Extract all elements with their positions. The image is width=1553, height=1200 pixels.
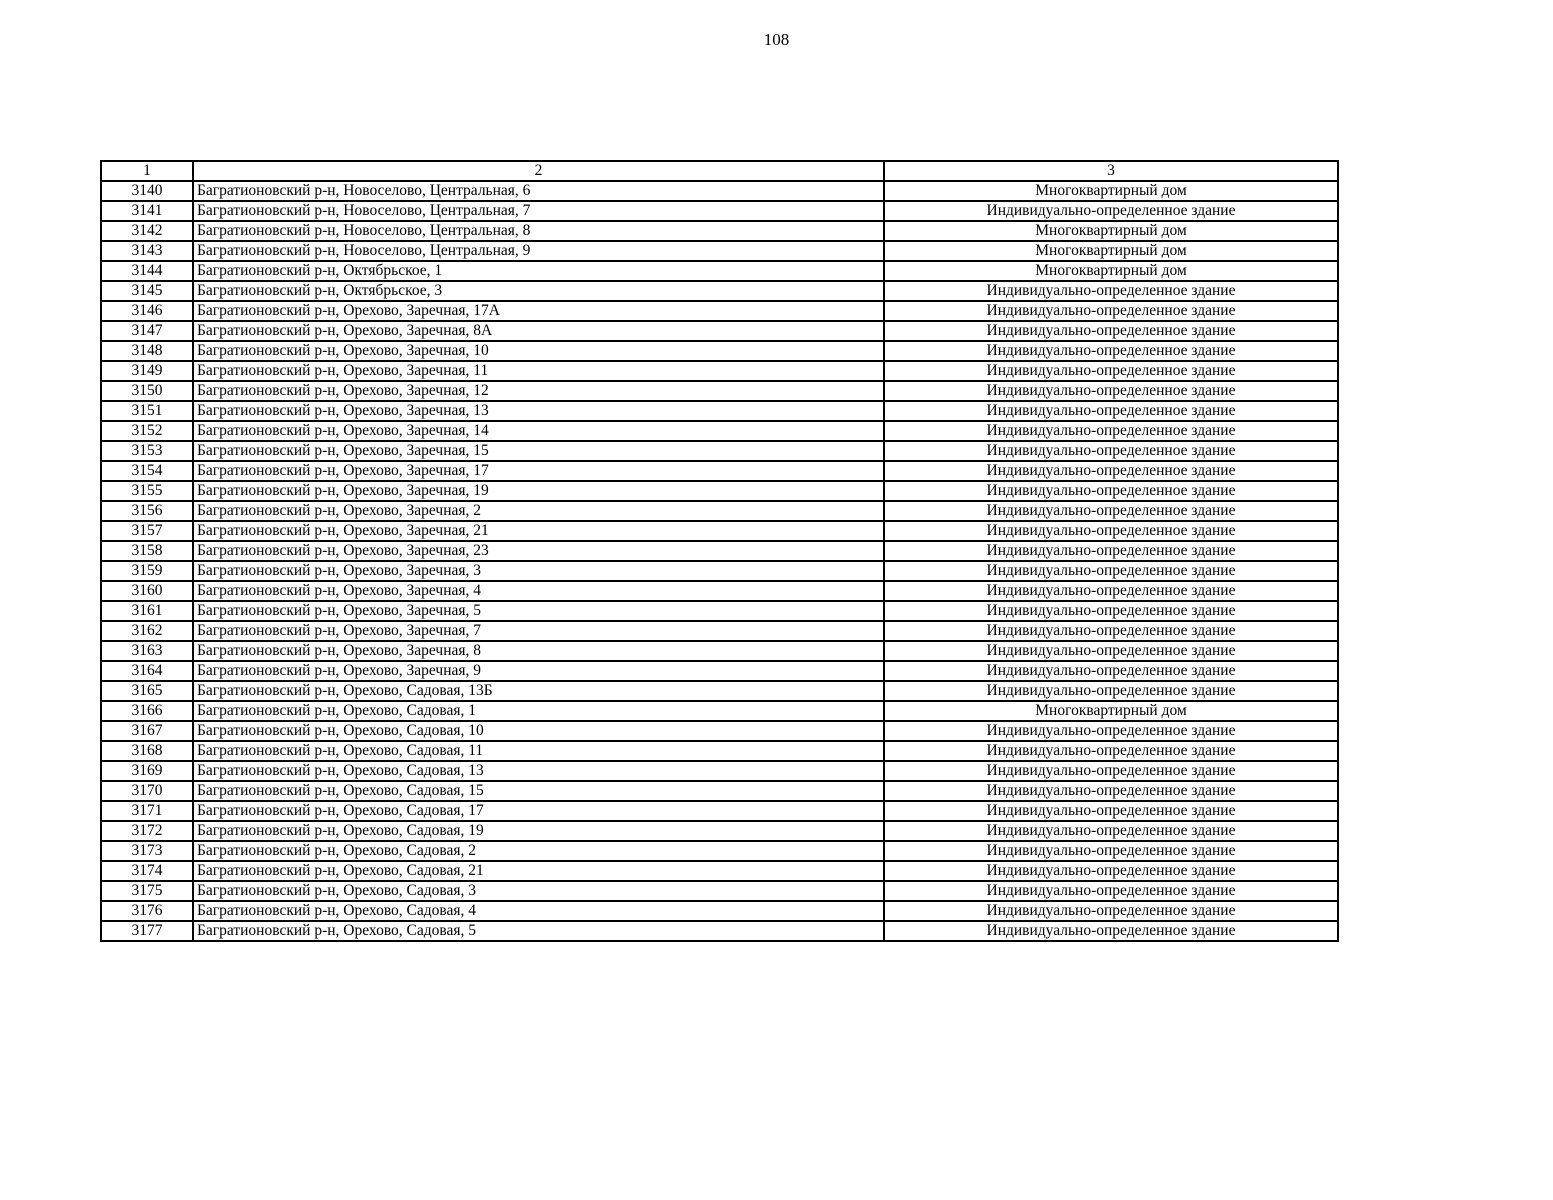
row-number-cell: 3150 <box>101 381 193 401</box>
table-row <box>101 401 1338 421</box>
table-row <box>101 261 1338 281</box>
address-cell: Багратионовский р-н, Орехово, Заречная, 5 <box>193 601 884 621</box>
address-cell: Багратионовский р-н, Новоселово, Центральная, 8 <box>193 221 884 241</box>
address-cell: Багратионовский р-н, Орехово, Садовая, 1 <box>193 701 884 721</box>
table-row <box>101 861 1338 881</box>
address-cell: Багратионовский р-н, Орехово, Заречная, 23 <box>193 541 884 561</box>
table-row <box>101 881 1338 901</box>
table-row <box>101 241 1338 261</box>
row-number-cell: 3160 <box>101 581 193 601</box>
row-number-cell: 3165 <box>101 681 193 701</box>
building-type-cell: Индивидуально-определенное здание <box>884 461 1338 481</box>
table-row <box>101 281 1338 301</box>
building-type-cell: Индивидуально-определенное здание <box>884 481 1338 501</box>
table-row <box>101 641 1338 661</box>
address-cell: Багратионовский р-н, Новоселово, Центральная, 7 <box>193 201 884 221</box>
row-number-cell: 3158 <box>101 541 193 561</box>
building-type-cell: Индивидуально-определенное здание <box>884 601 1338 621</box>
address-cell: Багратионовский р-н, Орехово, Заречная, 11 <box>193 361 884 381</box>
building-type-cell: Индивидуально-определенное здание <box>884 661 1338 681</box>
row-number-cell: 3141 <box>101 201 193 221</box>
address-cell: Багратионовский р-н, Орехово, Заречная, 13 <box>193 401 884 421</box>
address-cell: Багратионовский р-н, Орехово, Заречная, 8 <box>193 641 884 661</box>
address-cell: Багратионовский р-н, Октябрьское, 1 <box>193 261 884 281</box>
table-row <box>101 201 1338 221</box>
address-cell: Багратионовский р-н, Орехово, Заречная, 14 <box>193 421 884 441</box>
row-number-cell: 3169 <box>101 761 193 781</box>
address-cell: Багратионовский р-н, Орехово, Заречная, 8А <box>193 321 884 341</box>
address-cell: Багратионовский р-н, Орехово, Садовая, 10 <box>193 721 884 741</box>
table-row <box>101 841 1338 861</box>
address-cell: Багратионовский р-н, Новоселово, Центральная, 9 <box>193 241 884 261</box>
table-row <box>101 421 1338 441</box>
column-header-address: 2 <box>193 161 884 181</box>
table-row <box>101 741 1338 761</box>
table-row <box>101 221 1338 241</box>
address-cell: Багратионовский р-н, Орехово, Садовая, 13Б <box>193 681 884 701</box>
building-type-cell: Индивидуально-определенное здание <box>884 541 1338 561</box>
row-number-cell: 3167 <box>101 721 193 741</box>
address-cell: Багратионовский р-н, Орехово, Садовая, 3 <box>193 881 884 901</box>
table-row <box>101 321 1338 341</box>
table-row <box>101 581 1338 601</box>
row-number-cell: 3144 <box>101 261 193 281</box>
row-number-cell: 3155 <box>101 481 193 501</box>
table-row <box>101 621 1338 641</box>
building-type-cell: Индивидуально-определенное здание <box>884 641 1338 661</box>
table-row <box>101 501 1338 521</box>
row-number-cell: 3177 <box>101 921 193 941</box>
address-cell: Багратионовский р-н, Орехово, Заречная, 12 <box>193 381 884 401</box>
address-cell: Багратионовский р-н, Орехово, Заречная, 3 <box>193 561 884 581</box>
column-header-number: 1 <box>101 161 193 181</box>
row-number-cell: 3145 <box>101 281 193 301</box>
building-type-cell: Индивидуально-определенное здание <box>884 201 1338 221</box>
building-type-cell: Индивидуально-определенное здание <box>884 621 1338 641</box>
row-number-cell: 3171 <box>101 801 193 821</box>
table-row <box>101 441 1338 461</box>
building-type-cell: Индивидуально-определенное здание <box>884 321 1338 341</box>
building-type-cell: Индивидуально-определенное здание <box>884 721 1338 741</box>
row-number-cell: 3176 <box>101 901 193 921</box>
row-number-cell: 3173 <box>101 841 193 861</box>
row-number-cell: 3142 <box>101 221 193 241</box>
building-type-cell: Индивидуально-определенное здание <box>884 521 1338 541</box>
table-row <box>101 721 1338 741</box>
row-number-cell: 3148 <box>101 341 193 361</box>
table-row <box>101 521 1338 541</box>
table-row <box>101 381 1338 401</box>
page-number: 108 <box>763 30 790 49</box>
building-type-cell: Индивидуально-определенное здание <box>884 341 1338 361</box>
address-cell: Багратионовский р-н, Орехово, Заречная, 15 <box>193 441 884 461</box>
address-cell: Багратионовский р-н, Орехово, Заречная, 19 <box>193 481 884 501</box>
building-type-cell: Многоквартирный дом <box>884 701 1338 721</box>
building-registry-table <box>100 160 1339 942</box>
row-number-cell: 3140 <box>101 181 193 201</box>
address-cell: Багратионовский р-н, Орехово, Заречная, 10 <box>193 341 884 361</box>
table-row <box>101 781 1338 801</box>
building-type-cell: Индивидуально-определенное здание <box>884 401 1338 421</box>
row-number-cell: 3147 <box>101 321 193 341</box>
building-type-cell: Индивидуально-определенное здание <box>884 501 1338 521</box>
row-number-cell: 3151 <box>101 401 193 421</box>
table-row <box>101 181 1338 201</box>
table-row <box>101 921 1338 941</box>
row-number-cell: 3156 <box>101 501 193 521</box>
address-cell: Багратионовский р-н, Орехово, Садовая, 21 <box>193 861 884 881</box>
building-type-cell: Индивидуально-определенное здание <box>884 881 1338 901</box>
building-type-cell: Индивидуально-определенное здание <box>884 841 1338 861</box>
address-cell: Багратионовский р-н, Орехово, Садовая, 19 <box>193 821 884 841</box>
address-cell: Багратионовский р-н, Орехово, Заречная, 4 <box>193 581 884 601</box>
table-row <box>101 341 1338 361</box>
building-type-cell: Индивидуально-определенное здание <box>884 761 1338 781</box>
building-type-cell: Индивидуально-определенное здание <box>884 901 1338 921</box>
row-number-cell: 3174 <box>101 861 193 881</box>
building-type-cell: Многоквартирный дом <box>884 241 1338 261</box>
row-number-cell: 3168 <box>101 741 193 761</box>
address-cell: Багратионовский р-н, Орехово, Садовая, 5 <box>193 921 884 941</box>
building-type-cell: Индивидуально-определенное здание <box>884 381 1338 401</box>
table-row <box>101 301 1338 321</box>
row-number-cell: 3170 <box>101 781 193 801</box>
building-type-cell: Индивидуально-определенное здание <box>884 421 1338 441</box>
address-cell: Багратионовский р-н, Новоселово, Центральная, 6 <box>193 181 884 201</box>
table-row <box>101 361 1338 381</box>
building-type-cell: Индивидуально-определенное здание <box>884 301 1338 321</box>
building-type-cell: Многоквартирный дом <box>884 181 1338 201</box>
address-cell: Багратионовский р-н, Орехово, Заречная, 21 <box>193 521 884 541</box>
building-type-cell: Индивидуально-определенное здание <box>884 861 1338 881</box>
row-number-cell: 3161 <box>101 601 193 621</box>
address-cell: Багратионовский р-н, Орехово, Садовая, 2 <box>193 841 884 861</box>
address-cell: Багратионовский р-н, Орехово, Заречная, 17 <box>193 461 884 481</box>
table-row <box>101 761 1338 781</box>
address-cell: Багратионовский р-н, Орехово, Садовая, 15 <box>193 781 884 801</box>
row-number-cell: 3164 <box>101 661 193 681</box>
row-number-cell: 3163 <box>101 641 193 661</box>
address-cell: Багратионовский р-н, Орехово, Садовая, 13 <box>193 761 884 781</box>
table-row <box>101 901 1338 921</box>
address-cell: Багратионовский р-н, Орехово, Садовая, 17 <box>193 801 884 821</box>
building-type-cell: Индивидуально-определенное здание <box>884 681 1338 701</box>
building-type-cell: Индивидуально-определенное здание <box>884 281 1338 301</box>
table-body <box>101 181 1338 941</box>
column-header-type: 3 <box>884 161 1338 181</box>
address-cell: Багратионовский р-н, Орехово, Заречная, 7 <box>193 621 884 641</box>
table-row <box>101 601 1338 621</box>
table-row <box>101 701 1338 721</box>
table-row <box>101 661 1338 681</box>
building-type-cell: Индивидуально-определенное здание <box>884 441 1338 461</box>
building-type-cell: Индивидуально-определенное здание <box>884 821 1338 841</box>
table-row <box>101 541 1338 561</box>
building-type-cell: Индивидуально-определенное здание <box>884 781 1338 801</box>
table-row <box>101 821 1338 841</box>
row-number-cell: 3162 <box>101 621 193 641</box>
table-row <box>101 801 1338 821</box>
row-number-cell: 3153 <box>101 441 193 461</box>
building-type-cell: Индивидуально-определенное здание <box>884 581 1338 601</box>
row-number-cell: 3172 <box>101 821 193 841</box>
building-type-cell: Индивидуально-определенное здание <box>884 741 1338 761</box>
row-number-cell: 3146 <box>101 301 193 321</box>
address-cell: Багратионовский р-н, Орехово, Садовая, 4 <box>193 901 884 921</box>
address-cell: Багратионовский р-н, Орехово, Садовая, 11 <box>193 741 884 761</box>
table-row <box>101 461 1338 481</box>
building-type-cell: Индивидуально-определенное здание <box>884 801 1338 821</box>
table-row <box>101 561 1338 581</box>
row-number-cell: 3157 <box>101 521 193 541</box>
building-type-cell: Индивидуально-определенное здание <box>884 561 1338 581</box>
row-number-cell: 3154 <box>101 461 193 481</box>
table-row <box>101 481 1338 501</box>
row-number-cell: 3143 <box>101 241 193 261</box>
building-type-cell: Многоквартирный дом <box>884 221 1338 241</box>
building-type-cell: Индивидуально-определенное здание <box>884 921 1338 941</box>
address-cell: Багратионовский р-н, Октябрьское, 3 <box>193 281 884 301</box>
row-number-cell: 3149 <box>101 361 193 381</box>
row-number-cell: 3152 <box>101 421 193 441</box>
address-cell: Багратионовский р-н, Орехово, Заречная, 17А <box>193 301 884 321</box>
row-number-cell: 3166 <box>101 701 193 721</box>
building-type-cell: Индивидуально-определенное здание <box>884 361 1338 381</box>
building-type-cell: Многоквартирный дом <box>884 261 1338 281</box>
table-row <box>101 681 1338 701</box>
row-number-cell: 3175 <box>101 881 193 901</box>
address-cell: Багратионовский р-н, Орехово, Заречная, 9 <box>193 661 884 681</box>
address-cell: Багратионовский р-н, Орехово, Заречная, 2 <box>193 501 884 521</box>
table-header-row <box>101 161 1338 181</box>
row-number-cell: 3159 <box>101 561 193 581</box>
